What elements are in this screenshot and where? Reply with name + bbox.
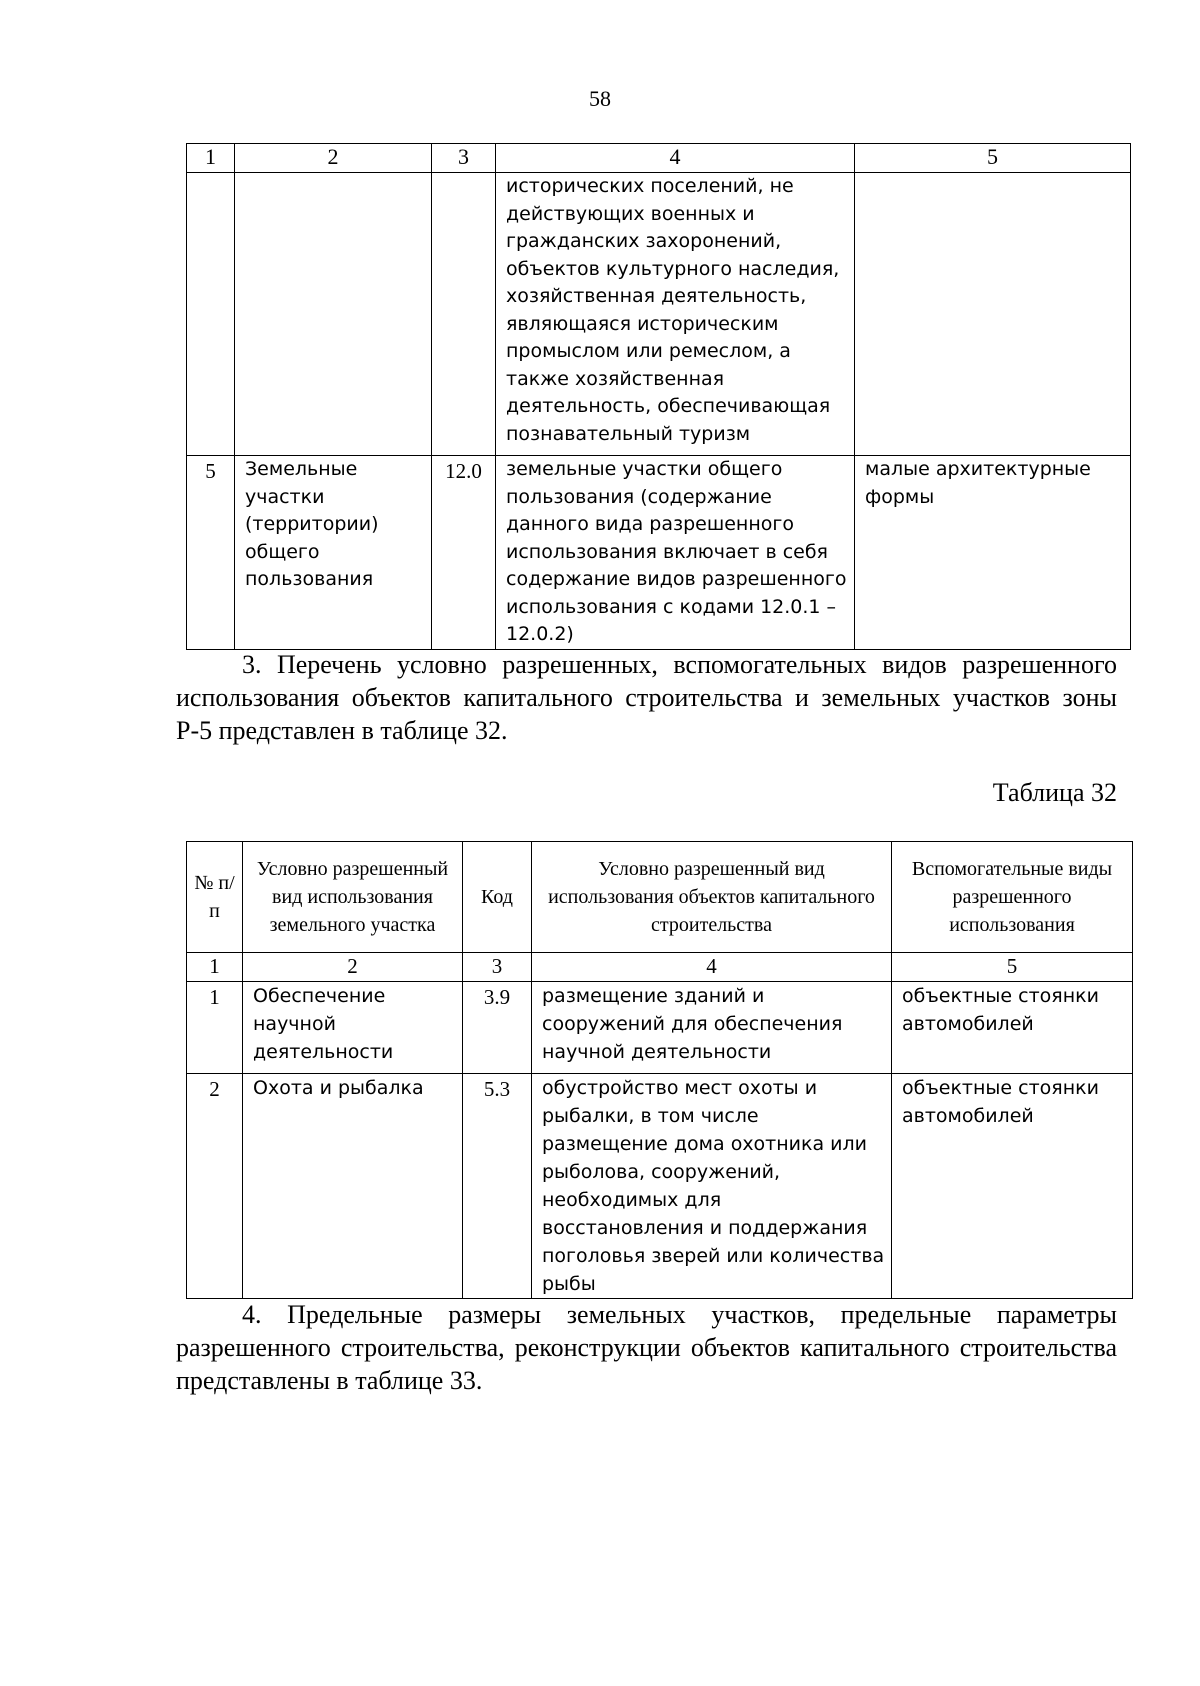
header-row xyxy=(187,842,1133,953)
description-cell: исторических поселений, не действующих военных и гражданских захоронений, объектов культурного наследия, хозяйственная деятельность, являющаяся историческим промыслом или ремеслом, а также хозяйственная деятельность, обеспечивающая познавательный туризм xyxy=(496,173,855,456)
auxiliary-cell: объектные стоянки автомобилей xyxy=(892,982,1133,1074)
column-number: 2 xyxy=(243,953,463,982)
row-number-cell xyxy=(187,173,235,456)
description-cell: земельные участки общего пользования (содержание данного вида разрешенного использования включает в себя содержание видов разрешенного использования с кодами 12.0.1 – 12.0.2) xyxy=(496,456,855,650)
header-construction-use: Условно разрешенный вид использования объектов капитального строительства xyxy=(532,842,892,953)
column-number: 4 xyxy=(532,953,892,982)
header-land-use: Условно разрешенный вид использования земельного участка xyxy=(243,842,463,953)
column-number: 3 xyxy=(463,953,532,982)
column-number-row xyxy=(187,953,1133,982)
column-number: 3 xyxy=(432,144,496,173)
table-row xyxy=(187,173,1131,456)
construction-use-cell: размещение зданий и сооружений для обеспечения научной деятельности xyxy=(532,982,892,1074)
code-cell: 5.3 xyxy=(463,1074,532,1299)
header-auxiliary: Вспомогательные виды разрешенного использования xyxy=(892,842,1133,953)
column-number: 4 xyxy=(496,144,855,173)
paragraph-4: 4. Предельные размеры земельных участков, предельные параметры разрешенного строительства, реконструкции объектов капитального строительства представлены в таблице 33. xyxy=(176,1300,1117,1395)
header-code: Код xyxy=(463,842,532,953)
construction-use-cell: обустройство мест охоты и рыбалки, в том числе размещение дома охотника или рыболова, сооружений, необходимых для восстановления и поддержания поголовья зверей или количества рыбы xyxy=(532,1074,892,1299)
auxiliary-cell: малые архитектурные формы xyxy=(855,456,1131,650)
column-number: 2 xyxy=(235,144,432,173)
column-number: 5 xyxy=(892,953,1133,982)
row-number-cell: 2 xyxy=(187,1074,243,1299)
column-number: 1 xyxy=(187,953,243,982)
paragraph-3: 3. Перечень условно разрешенных, вспомогательных видов разрешенного использования объектов капитального строительства и земельных участков зоны Р-5 представлен в таблице 32. xyxy=(176,650,1117,745)
continued-land-use-table xyxy=(186,143,1131,650)
table-caption: Таблица 32 xyxy=(992,778,1117,807)
land-use-cell: Обеспечение научной деятельности xyxy=(243,982,463,1074)
row-number-cell: 5 xyxy=(187,456,235,650)
auxiliary-cell: объектные стоянки автомобилей xyxy=(892,1074,1133,1299)
table-row xyxy=(187,1074,1133,1299)
code-cell xyxy=(432,173,496,456)
column-number-row xyxy=(187,144,1131,173)
code-cell: 3.9 xyxy=(463,982,532,1074)
row-number-cell: 1 xyxy=(187,982,243,1074)
code-cell: 12.0 xyxy=(432,456,496,650)
land-use-cell: Охота и рыбалка xyxy=(243,1074,463,1299)
table-row xyxy=(187,456,1131,650)
column-number: 1 xyxy=(187,144,235,173)
land-use-name-cell xyxy=(235,173,432,456)
column-number: 5 xyxy=(855,144,1131,173)
auxiliary-cell xyxy=(855,173,1131,456)
table-32 xyxy=(186,841,1133,1299)
land-use-name-cell: Земельные участки (территории) общего пользования xyxy=(235,456,432,650)
table-row xyxy=(187,982,1133,1074)
header-num: № п/п xyxy=(187,842,243,953)
page-number: 58 xyxy=(589,86,611,111)
